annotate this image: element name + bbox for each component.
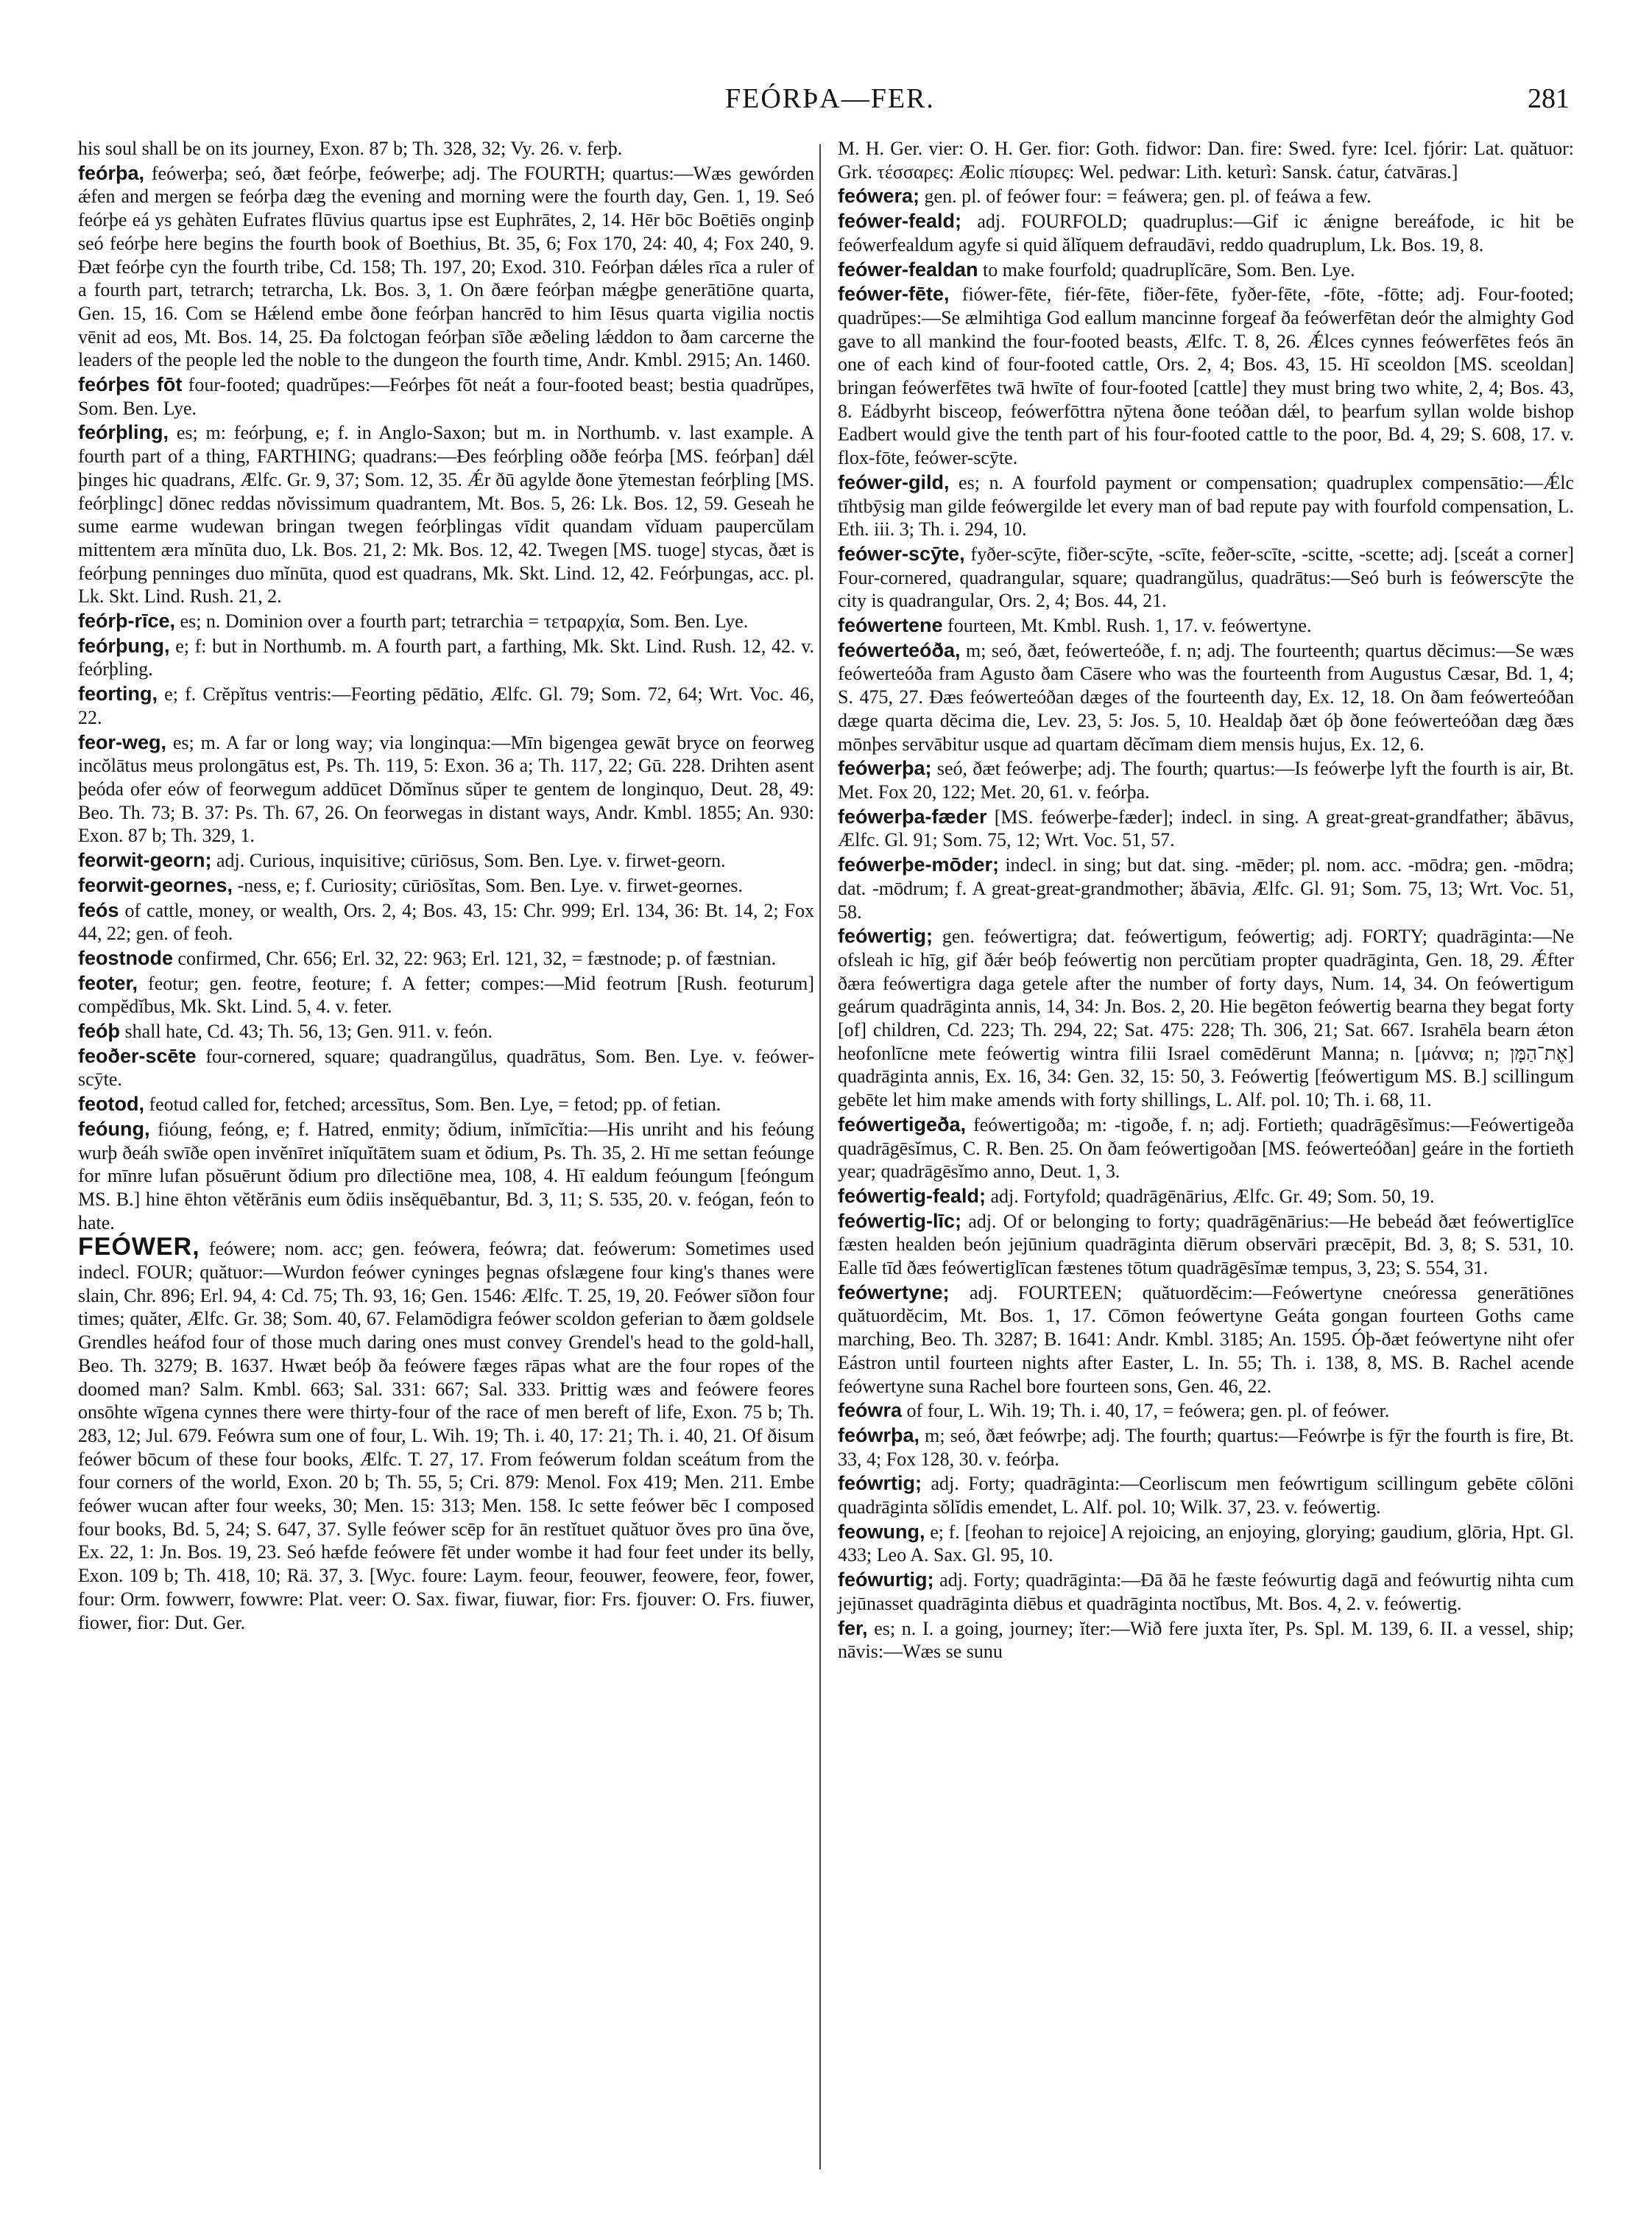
entry-body: m; seó, ðæt feówrþe; adj. The fourth; quartus:—Feówrþe is fӯr the fourth is fire, Bt. 33, 4; Fox 128, 30. v. feórþa. [838, 1424, 1575, 1470]
entry-headword: feówer-gild, [838, 471, 950, 493]
entry-body: [MS. feówerþe-fæder]; indecl. in sing. A great-great-grandfather; ăbāvus, Ælfc. Gl. 91; Som. 75, 12; Wrt. Voc. 51, 57. [838, 806, 1575, 851]
entry-body: feotud called for, fetched; arcessītus, Som. Ben. Lye, = fetod; pp. of fetian. [149, 1094, 721, 1116]
dictionary-entry [838, 471, 1574, 541]
dictionary-entry [838, 283, 1574, 470]
entry-body: es; n. Dominion over a fourth part; tetrarchia = τετραρχία, Som. Ben. Lye. [180, 610, 749, 633]
entry-body: fourteen, Mt. Kmbl. Rush. 1, 17. v. feówertyne. [947, 615, 1312, 637]
entry-body: adj. Curious, inquisitive; cūriōsus, Som. Ben. Lye. v. firwet-georn. [216, 850, 726, 872]
entry-body: adj. Forty; quadrāginta:—Ceorliscum men feówrtigum scillingum gebēte cōlōni quadrāginta sŏlĭdis emendet, L. Alf. pol. 10; Wilk. 37, 23. v. feówertig. [838, 1473, 1575, 1518]
dictionary-entry [78, 1233, 814, 1634]
dictionary-entry [838, 806, 1574, 852]
dictionary-entry [78, 1020, 814, 1043]
entry-headword: feotod, [78, 1093, 144, 1116]
entry-headword: feórþa, [78, 161, 145, 184]
entry-body: es; n. I. a going, journey; ĭter:—Wið fere juxta ĭter, Ps. Spl. M. 139, 6. II. a vessel, ship; nāvis:—Wæs se sunu [838, 1617, 1575, 1663]
entry-body: of cattle, money, or wealth, Ors. 2, 4; Bos. 43, 15: Chr. 999; Erl. 134, 36: Bt. 14, 2; Fox 44, 22; gen. of feoh. [78, 899, 814, 945]
dictionary-entry [838, 185, 1574, 208]
entry-body: adj. FOURFOLD; quadruplus:—Gif ic ǽnigne bereáfode, ic hit be feówerfealdum agyfe si quid ălĭquem defraudāvi, reddo quadruplum, Lk. Bos. 19, 8. [838, 211, 1574, 256]
dictionary-entry [78, 849, 814, 873]
dictionary-entry [838, 1569, 1574, 1615]
entry-body: es; n. A fourfold payment or compensation; quadruplex compensātio:—Ǽlc tīhtbӯsig man gilde feówergilde let every man of bad repute pay with fourfold compensation, L. Eth. iii. 3; Th. i. 294, 10. [838, 471, 1574, 541]
dictionary-entry [838, 1113, 1574, 1183]
entry-headword: fer, [838, 1616, 868, 1639]
entry-body: four-cornered, square; quadrangŭlus, quadrātus, Som. Ben. Lye. v. feówer-scӯte. [78, 1045, 815, 1091]
entry-headword: feówer-fēte, [838, 283, 950, 306]
dictionary-entry [838, 210, 1574, 256]
dictionary-entry [78, 373, 814, 420]
entry-headword: feówerþa-fæder [838, 805, 987, 828]
entry-body: e; f. Crĕpĭtus ventris:—Feorting pēdātio, Ælfc. Gl. 79; Som. 72, 64; Wrt. Voc. 46, 22. [78, 683, 815, 728]
dictionary-entry [78, 1118, 814, 1235]
dictionary-entry [838, 1281, 1574, 1398]
entry-body: feówerþa; seó, ðæt feórþe, feówerþe; adj. The FOURTH; quartus:—Wæs gewórden ǽfen and mergen se feórþa dæg the evening and morning were the fourth day, Gen. 1, 19. Seó feórþe eá ys gehàten Eufrates flūvius quartus ipse est Euphrātes, 2, 14. Hēr bōc Boētiēs onginþ seó feórþe here begins the fourth book of Boethius, Bt. 35, 6; Fox 170, 24: 40, 4; Fox 240, 9. Ðæt feórþe cyn the fourth tribe, Cd. 158; Th. 197, 20; Exod. 310. Feórþan dǽles rīca a ruler of a fourth part, tetrarch; tetrarcha, Lk. Bos. 3, 1. On ðære feórþan mǽgþe generātiōne quarta, Gen. 15, 16. Com se Hǽlend embe ðone feórþan hancrēd to him Iēsus quarta vigilia noctis vēnit ad eos, Mt. Bos. 14, 25. Ða folctogan feórþan sīðe æðeling lǽddon to ðam carcerne the leaders of the people led the noble to the dungeon the fourth time, Andr. Kmbl. 2915; An. 1460. [78, 162, 815, 371]
entry-headword: feówertyne; [838, 1281, 950, 1303]
entry-body: adj. FOURTEEN; quătuordĕcim:—Feówertyne cneóressa generātiōnes quătuordĕcim, Mt. Bos. 1, 17. Cōmon feówertyne Geáta gongan fourteen Goths came marching, Beo. Th. 3287; B. 1641: Andr. Kmbl. 3185; An. 1595. Óþ-ðæt feówertyne niht ofer Eástron until fourteen nights after Easter, L. In. 55; Th. i. 138, 8, MS. B. Rachel acende feówertyne suna Rachel bore fourteen sons, Gen. 46, 22. [838, 1281, 1574, 1397]
dictionary-entry [838, 1185, 1574, 1208]
dictionary-entry [78, 421, 814, 608]
dictionary-entry [838, 1399, 1574, 1423]
entry-headword: feówerþa; [838, 757, 932, 780]
entry-headword: feówertig-feald; [838, 1184, 986, 1207]
entry-headword: feóung, [78, 1117, 150, 1140]
entry-body: e; f. [feohan to rejoice] A rejoicing, an enjoying, glorying; gaudium, glōria, Hpt. Gl. 433; Leo A. Sax. Gl. 95, 10. [838, 1521, 1575, 1566]
entry-body: four-footed; quadrŭpes:—Feórþes fōt neát a four-footed beast; bestia quadrŭpes, Som. Ben. Lye. [78, 374, 815, 419]
dictionary-entry [78, 610, 814, 633]
entry-body: gen. feówertigra; dat. feówertigum, feówertig; adj. FORTY; quadrāginta:—Ne ofsleah ic hīg, gif ðǽr beóþ feówertig non percŭtiam propter quadrāginta, Gen. 18, 29. Ǽfter ðæra feówertigra daga getele after the number of forty days, Num. 14, 34. On feówertigum geárum quadrāginta annis, 14, 34: Jn. Bos. 2, 20. Hie begēton feówertig bearna they begat forty [of] children, Cd. 223; Th. 294, 22; Sat. 475: 228; Th. 306, 21; Sat. 667. Israhēla bearn ǽton heofonlīcne mete feówertig wintra filii Israel comēdērunt Manna; n. [μάννα; n; אֶת־הַמָּן] quadrāginta annis, Ex. 16, 34: Gen. 32, 15: 50, 3. Feówertig [feówertigum MS. B.] scillingum gebēte let him make amends with forty shillings, L. Alf. pol. 10; Th. i. 68, 11. [838, 926, 1575, 1111]
dictionary-entry [78, 137, 814, 161]
right-column [838, 137, 1574, 1664]
entry-body: adj. Of or belonging to forty; quadrāgēnārius:—He bebeád ðæt feówertiglīce fæsten healden beón jejūnium quadrāginta diērum observāri præcēpit, Bd. 3, 8; S. 531, 10. Ealle tīd ðæs feówertiglīcan fæstenes tōtum quadrāgēsĭmæ tempus, 3, 23; S. 554, 31. [838, 1210, 1574, 1279]
left-column [78, 137, 814, 1634]
entry-body: to make fourfold; quadruplĭcāre, Som. Ben. Lye. [983, 258, 1355, 281]
dictionary-entry [78, 683, 814, 729]
entry-headword: feoter, [78, 971, 138, 994]
dictionary-entry [78, 947, 814, 971]
dictionary-entry [78, 162, 814, 372]
entry-body: M. H. Ger. vier: O. H. Ger. fior: Goth. fidwor: Dan. fire: Swed. fyre: Icel. fjórir: Lat. quătuor: Grk. τέσσαρες: Æolic πίσυρες: Wel. pedwar: Lith. keturì: Sansk. ćatur, ćatvāras.] [838, 138, 1574, 183]
entry-headword: feówer-fealdan [838, 258, 978, 281]
dictionary-entry [78, 1093, 814, 1116]
entry-headword: feórþ-rīce, [78, 610, 176, 633]
entry-body: m; seó, ðæt, feówerteóðe, f. n; adj. The fourteenth; quartus dĕcimus:—Se wæs feówerteóða fram Agusto ðam Cāsere who was the fourteenth from Augustus Cæsar, Bd. 1, 4; S. 475, 27. Ðæs feówerteóðan dæges of the fourteenth day, Ex. 12, 18. On ðam feówerteóðan dæge quarta dĕcima die, Lev. 23, 5: Jos. 5, 10. Healdaþ ðæt óþ ðone feówerteóðan dæg ðæs mōnþes servābitur usque ad quartam dĕcĭmam diem mensis hujus, Ex. 12, 6. [838, 639, 1575, 755]
dictionary-entry [838, 614, 1574, 638]
dictionary-entry [838, 258, 1574, 282]
entry-body: his soul shall be on its journey, Exon. 87 b; Th. 328, 32; Vy. 26. v. ferþ. [78, 138, 623, 159]
entry-body: adj. Forty; quadrāginta:—Ðā ðā he fæste feówurtig dagā and feówurtig nihta cum jejūnasset quadrāginta diēbus et quadrāginta noctĭbus, Mt. Bos. 4, 2. v. feówertig. [838, 1569, 1575, 1614]
page-number: 281 [1528, 83, 1570, 114]
entry-headword: feówer-feald; [838, 210, 962, 233]
running-head: FEÓRÞA—FER. [725, 83, 935, 114]
entry-headword: feówera; [838, 185, 920, 208]
entry-headword: feorting, [78, 683, 158, 705]
dictionary-entry [838, 1617, 1574, 1664]
entry-body: of four, L. Wih. 19; Th. i. 40, 17, = feówera; gen. pl. of feówer. [906, 1400, 1390, 1422]
entry-headword: feowung, [838, 1520, 925, 1543]
dictionary-entry [78, 899, 814, 946]
dictionary-entry [78, 874, 814, 898]
entry-headword: feórþling, [78, 421, 169, 444]
entry-body: gen. pl. of feówer four: = feáwera; gen. pl. of feáwa a few. [924, 186, 1372, 208]
entry-headword: feorwit-georn; [78, 849, 212, 872]
dictionary-entry [78, 635, 814, 681]
entry-body: e; f: but in Northumb. m. A fourth part, a farthing, Mk. Skt. Lind. Rush. 12, 42. v. feórþling. [78, 635, 815, 680]
entry-headword: FEÓWER, [78, 1233, 200, 1261]
dictionary-entry [838, 925, 1574, 1112]
column-rule [819, 144, 821, 2169]
dictionary-entry [838, 1424, 1574, 1471]
entry-body: feówere; nom. acc; gen. feówera, feówra; dat. feówerum: Sometimes used indecl. FOUR; quătuor:—Wurdon feówer cyninges þegnas ofslægene four king's thanes were slain, Chr. 896; Erl. 94, 4: Cd. 75; Th. 93, 16; Gen. 1546: Ælfc. T. 25, 19, 20. Feówer sīðon four times; quăter, Ælfc. Gr. 38; Som. 40, 67. Felamōdigra feówer scoldon geferian to ðæm goldsele Grendles heáfod four of those much daring ones must convey Grendel's head to the gold-hall, Beo. Th. 3279; B. 1637. Hwæt beóþ ða feówere fæges rāpas what are the four ropes of the doomed man? Salm. Kmbl. 663; Sal. 331: 667; Sal. 333. Þrittig wæs and feówere feores onsōhte wīgena cynnes there were thirty-four of the race of men bereft of life, Exon. 75 b; Th. 283, 12; Jul. 679. Feówra sum one of four, L. Wih. 19; Th. i. 40, 17: 21; Th. i. 40, 21. Of ðisum feówer bōcum of these four books, Ælfc. T. 27, 17. From feówerum foldan sceátum from the four corners of the world, Exon. 20 b; Th. 55, 5; Cri. 879: Menol. Fox 419; Men. 211. Embe feówer wucan after four weeks, 30; Men. 15: 313; Men. 158. Ic sette feówer bēc I composed four books, Bd. 5, 24; S. 647, 37. Sylle feówer scēp for ān restĭtuet quătuor ŏves pro ūna ŏve, Ex. 22, 1: Jn. Bos. 19, 23. Seó hæfde feówere fēt under wombe it had four feet under its belly, Exon. 109 b; Th. 418, 10; Rä. 37, 3. [Wyc. foure: Laym. feour, feouwer, feowere, feor, fower, four: Orm. fowwerr, fowwre: Plat. veer: O. Sax. fiwar, fiuwar, fior: Frs. fjouver: O. Frs. fiuwer, fiower, fior: Dut. Ger. [78, 1238, 814, 1633]
entry-headword: feówrtig; [838, 1472, 922, 1495]
dictionary-entry [78, 972, 814, 1018]
entry-body: fiówer-fēte, fiér-fēte, fiðer-fēte, fyðer-fēte, -fōte, -fōtte; adj. Four-footed; quadrŭpes:—Se ælmihtiga God eallum mancinne forgeaf ða feówerfētan deór the almighty God gave to all mankind the four-footed beasts, Ælfc. T. 8, 26. Ǽlces cynnes feówerfētes feós ān one of each kind of four-footed cattle, Ors. 2, 4; Bos. 43, 15. Hī sceoldon [MS. sceoldan] bringan feówerfētes twā hwīte of four-footed [cattle] they must bring two white, 2, 4; Bos. 43, 8. Eádbyrht bisceop, feówerfōttra nӯtena ðone teóðan dǽl, to þearfum syllan wolde bishop Eadbert would give the tenth part of his four-footed cattle to the poor, Bd. 4, 29; S. 608, 17. v. flox-fōte, feówer-scӯte. [838, 284, 1575, 469]
entry-body: es; m. A far or long way; via longinqua:—Mīn bigengea gewāt bryce on feorweg incŏlātus meus prolongātus est, Ps. Th. 119, 5: Exon. 36 a; Th. 117, 22; Gū. 228. Drihten asent þeóda ofer eów of feorwegum addūcet Dŏmĭnus sŭper te gentem de longinquo, Deut. 28, 49: Beo. Th. 73; B. 37: Ps. Th. 67, 26. On feorwegas in distant ways, Andr. Kmbl. 1855; An. 930: Exon. 87 b; Th. 329, 1. [78, 731, 814, 847]
entry-body: seó, ðæt feówerþe; adj. The fourth; quartus:—Is feówerþe lyft the fourth is air, Bt. Met. Fox 20, 122; Met. 20, 61. v. feórþa. [838, 758, 1575, 803]
dictionary-entry [838, 1472, 1574, 1518]
entry-body: feotur; gen. feotre, feoture; f. A fetter; compes:—Mid feotrum [Rush. feoturum] compĕdĭbus, Mk. Skt. Lind. 5, 4. v. feter. [78, 972, 814, 1018]
entry-headword: feówertig-līc; [838, 1209, 962, 1232]
entry-headword: feówerþe-mōder; [838, 853, 1000, 876]
entry-headword: feórþung, [78, 634, 170, 657]
entry-headword: feor-weg, [78, 730, 167, 753]
dictionary-entry [78, 1045, 814, 1091]
entry-headword: feostnode [78, 946, 174, 969]
entry-body: fyðer-scӯte, fiðer-scӯte, -scīte, feðer-scīte, -scitte, -scette; adj. [sceát a corner] Four-cornered, quadrangular, square; quadrangŭlus, quadrātus:—Seó burh is feówerscӯte the city is quadrangular, Ors. 2, 4; Bos. 44, 21. [838, 543, 1575, 612]
entry-headword: feorwit-geornes, [78, 873, 233, 896]
dictionary-entry [78, 731, 814, 848]
entry-headword: feórþes fōt [78, 373, 183, 396]
entry-headword: feós [78, 898, 119, 921]
entry-headword: feówurtig; [838, 1569, 934, 1591]
dictionary-entry [838, 757, 1574, 803]
entry-headword: feówertig; [838, 925, 933, 948]
entry-body: feówertigoða; m: -tigoðe, f. n; adj. Fortieth; quadrāgēsĭmus:—Feówertigeða quadrāgēsĭmus, C. R. Ben. 25. On ðam feówertigoðan [MS. feówerteóðan] geáre in the fortieth year; quadrāgēsĭmo anno, Deut. 1, 3. [838, 1113, 1574, 1183]
entry-headword: feówertigeða, [838, 1113, 967, 1136]
entry-body: shall hate, Cd. 43; Th. 56, 13; Gen. 911. v. feón. [124, 1021, 493, 1043]
entry-body: confirmed, Chr. 656; Erl. 32, 22: 963; Erl. 121, 32, = fæstnode; p. of fæstnian. [177, 947, 777, 969]
dictionary-entry [838, 853, 1574, 923]
entry-body: adj. Fortyfold; quadrāgēnārius, Ælfc. Gr. 49; Som. 50, 19. [990, 1185, 1435, 1207]
entry-headword: feóþ [78, 1020, 120, 1043]
entry-headword: feówer-scӯte, [838, 542, 965, 565]
entry-body: es; m: feórþung, e; f. in Anglo-Saxon; but m. in Northumb. v. last example. A fourth part of a thing, FARTHING; quadrans:—Ðes feórþling oððe feórþa [MS. feórþan] dǽl þinges hic quadrans, Ælfc. Gr. 9, 37; Som. 12, 35. Ǽr ðū agylde ðone ӯtemestan feórþling [MS. feórþlingc] dōnec reddas nŏvissimum quadrantem, Mt. Bos. 5, 26: Lk. Bos. 12, 59. Geseah he sume earme wudewan bringan twegen feórþlingas vīdit quandam vĭduam paupercŭlam mittentem æra mĭnūta duo, Lk. Bos. 21, 2: Mk. Bos. 12, 42. Twegen [MS. tuoge] stycas, ðæt is feórþung penninges duo mĭnūta, quod est quadrans, Mk. Skt. Lind. 12, 42. Feórþungas, acc. pl. Lk. Skt. Lind. Rush. 21, 2. [78, 422, 814, 608]
entry-headword: feówrþa, [838, 1423, 920, 1446]
entry-headword: feoðer-scēte [78, 1044, 197, 1067]
dictionary-entry [838, 639, 1574, 756]
dictionary-entry [838, 543, 1574, 613]
dictionary-entry [838, 1521, 1574, 1567]
entry-headword: feówra [838, 1399, 903, 1422]
entry-body: fióung, feóng, e; f. Hatred, enmity; ŏdium, inĭmīcĭtia:—His unriht and his feóung wurþ ðeáh swīðe open invĕnīret inĭquĭtātem suam et ŏdium, Ps. Th. 35, 2. Hī me settan feóunge for mīnre lufan pŏsuērunt ŏdium pro dīlectiōne mea, 108, 4. Hī ealdum feóungum [feóngum MS. B.] hine ēhton vĕtĕrānis eum ŏdiis insĕquēbantur, Bd. 3, 11; S. 535, 20. v. feógan, feón to hate. [78, 1118, 815, 1233]
entry-headword: feówertene [838, 614, 943, 637]
entry-headword: feówerteóða, [838, 638, 961, 661]
entry-body: indecl. in sing; but dat. sing. -mēder; pl. nom. acc. -mōdra; gen. -mōdra; dat. -mōdrum; f. A great-great-grandmother; ăbāvia, Ælfc. Gl. 91; Som. 75, 13; Wrt. Voc. 51, 58. [838, 854, 1574, 923]
dictionary-entry [838, 1210, 1574, 1280]
dictionary-entry [838, 137, 1574, 183]
entry-body: -ness, e; f. Curiosity; cūriōsĭtas, Som. Ben. Lye. v. firwet-geornes. [237, 874, 744, 896]
